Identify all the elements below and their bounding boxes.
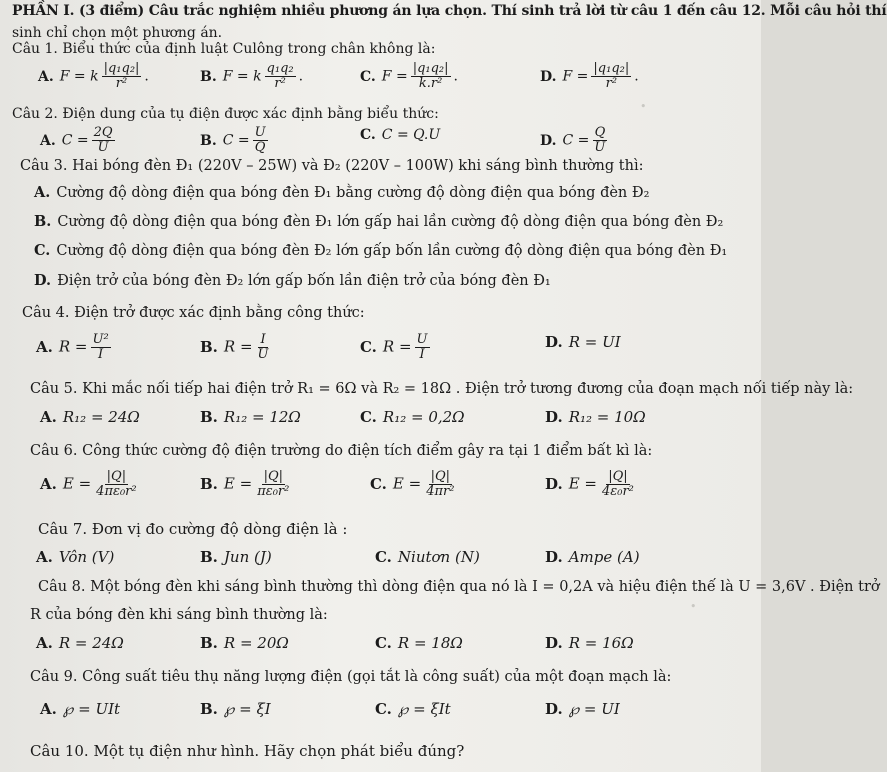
fraction: $\frac{\text{U²}}{I}$ bbox=[92, 332, 109, 362]
q5-option-d: D. R₁₂ = 10Ω bbox=[545, 408, 646, 426]
q8-option-d: D. R = 16Ω bbox=[545, 634, 634, 652]
fraction: $\frac{|Q|}{\text{4πε₀r²}}$ bbox=[96, 469, 137, 499]
q4-option-d: D. R = UI bbox=[545, 333, 621, 351]
q3-stem: Câu 3. Hai bóng đèn Đ₁ (220V – 25W) và Đ₂ (220V – 100W) khi sáng bình thường thì: bbox=[20, 158, 644, 174]
q2-stem: Câu 2. Điện dung của tụ điện được xác định bằng biểu thức: bbox=[12, 106, 439, 122]
q1-option-a: A. F = k $\frac{\text{|q₁q₂|}}{\text{r²}}$ . bbox=[38, 61, 149, 91]
fraction: $\frac{\text{|q₁q₂|}}{\text{r²}}$ bbox=[103, 61, 140, 91]
q7-option-d: D. Ampe (A) bbox=[545, 548, 640, 566]
q7-stem: Câu 7. Đơn vị đo cường độ dòng điện là : bbox=[38, 520, 348, 538]
fraction: $\frac{|Q|}{\text{πε₀r²}}$ bbox=[257, 469, 290, 499]
q6-option-d: D. E = $\frac{|Q|}{\text{4ε₀r²}}$ bbox=[545, 469, 634, 499]
q5-option-a: A. R₁₂ = 24Ω bbox=[40, 408, 140, 426]
section-header-cont: sinh chỉ chọn một phương án. bbox=[12, 25, 223, 41]
fraction: $\frac{I}{U}$ bbox=[257, 332, 269, 362]
fraction: $\frac{\text{q₁q₂}}{\text{r²}}$ bbox=[266, 61, 294, 91]
q2-option-c: C. C = Q.U bbox=[360, 127, 441, 143]
q6-option-c: C. E = $\frac{|Q|}{\text{4πr²}}$ bbox=[370, 469, 455, 499]
q8-option-c: C. R = 18Ω bbox=[375, 634, 463, 652]
q3-option-d: D. Điện trở của bóng đèn Đ₂ lớn gấp bốn lần điện trở của bóng đèn Đ₁ bbox=[34, 272, 551, 289]
q10-stem: Câu 10. Một tụ điện như hình. Hãy chọn phát biểu đúng? bbox=[30, 742, 465, 760]
q4-option-a: A. R = $\frac{\text{U²}}{I}$ bbox=[36, 332, 109, 362]
q1-option-b: B. F = k $\frac{\text{q₁q₂}}{\text{r²}}$ . bbox=[200, 61, 304, 91]
q2-option-a: A. C = $\frac{2Q}{U}$ bbox=[40, 125, 113, 155]
q3-option-c: C. Cường độ dòng điện qua bóng đèn Đ₂ lớn gấp bốn lần cường độ dòng điện qua bóng đèn Đ₁ bbox=[34, 242, 728, 259]
q1-stem: Câu 1. Biểu thức của định luật Culông trong chân không là: bbox=[12, 41, 436, 57]
exam-page: • • PHẦN I. (3 điểm) Câu trắc nghiệm nhiều phương án lựa chọn. Thí sinh trả lời từ câu 1 đến câu 12. Mỗi câu hỏi thí sinh chỉ chọn một phương án. Câu 1. Biểu thức của định luật Culông trong chân không là: A. F = k $\frac{\text{|q₁q₂|}}{\text{r²}}$ . B. F = k $\frac{\text{q₁q₂}}{\text{r²}}$ . C. F = $\frac{\text{|q₁q₂|}}{\text{k.r²}}$ . D. F = $\frac{\text{|q₁q₂|}}{\text{r²}}$ . Câu 2. Điện dung của tụ điện được xác định bằng biểu thức: A. C = $\frac{2Q}{U}$ B. C = $\frac{U}{Q}$ C. C = Q.U D. C = $\frac{Q}{U}$ Câu 3. Hai bóng đèn Đ₁ (220V – 25W) và Đ₂ (220V – 100W) khi sáng bình thường thì: A. Cường độ dòng điện qua bóng đèn Đ₁ bằng cường độ dòng điện qua bóng đèn Đ₂ B. Cường độ dòng điện qua bóng đèn Đ₁ lớn gấp hai lần cường độ dòng điện qua bóng đèn Đ₂ C. Cường độ dòng điện qua bóng đèn Đ₂ lớn gấp bốn lần cường độ dòng điện qua bóng đèn Đ₁ D. Điện trở của bóng đèn Đ₂ lớn gấp bốn lần điện trở của bóng đèn Đ₁ Câu 4. Điện trở được xác định bằng công thức: A. R = $\frac{\text{U²}}{I}$ B. R = $\frac{I}{U}$ C. R = $\frac{U}{I}$ D. R = UI Câu 5. Khi mắc nối tiếp hai điện trở R₁ = 6Ω và R₂ = 18Ω . Điện trở tương đương của đoạn mạch nối tiếp này là: A. R₁₂ = 24Ω B. R₁₂ = 12Ω C. R₁₂ = 0,2Ω D. R₁₂ = 10Ω Câu 6. Công thức cường độ điện trường do điện tích điểm gây ra tại 1 điểm bất kì là: A. E = $\frac{|Q|}{\text{4πε₀r²}}$ B. E = $\frac{|Q|}{\text{πε₀r²}}$ C. E = $\frac{|Q|}{\text{4πr²}}$ D. E = $\frac{|Q|}{\text{4ε₀r²}}$ Câu 7. Đơn vị đo cường độ dòng điện là : A. Vôn (V) B. Jun (J) C. Niutơn (N) D. Ampe (A) Câu 8. Một bóng đèn khi sáng bình thường thì dòng điện qua nó là I = 0,2A và hiệu điện thế là U = 3,6V . Điện trở R của bóng đèn khi sáng bình thường là: A. R = 24Ω B. R = 20Ω C. R = 18Ω D. R = 16Ω Câu 9. Công suất tiêu thụ năng lượng điện (gọi tắt là công suất) của một đoạn mạch là: A. ℘ = UIt B. ℘ = ξI C. ℘ = ξIt D. ℘ = UI Câu 10. Một tụ điện như hình. Hãy chọn phát biểu đúng? bbox=[0, 0, 761, 772]
q3-option-a: A. Cường độ dòng điện qua bóng đèn Đ₁ bằng cường độ dòng điện qua bóng đèn Đ₂ bbox=[34, 184, 650, 201]
q7-option-b: B. Jun (J) bbox=[200, 548, 272, 566]
fraction: $\frac{\text{|q₁q₂|}}{\text{r²}}$ bbox=[593, 61, 630, 91]
fraction: $\frac{U}{I}$ bbox=[416, 332, 428, 362]
q4-option-c: C. R = $\frac{U}{I}$ bbox=[360, 332, 428, 362]
q6-stem: Câu 6. Công thức cường độ điện trường do điện tích điểm gây ra tại 1 điểm bất kì là: bbox=[30, 443, 653, 459]
q9-option-b: B. ℘ = ξI bbox=[200, 700, 271, 718]
q9-option-c: C. ℘ = ξIt bbox=[375, 700, 451, 718]
q7-option-c: C. Niutơn (N) bbox=[375, 548, 480, 566]
q2-option-b: B. C = $\frac{U}{Q}$ bbox=[200, 125, 266, 155]
q9-option-d: D. ℘ = UI bbox=[545, 700, 620, 718]
fraction: $\frac{U}{Q}$ bbox=[254, 125, 266, 155]
section-header: PHẦN I. (3 điểm) Câu trắc nghiệm nhiều phương án lựa chọn. Thí sinh trả lời từ câu 1 đến câu 12. Mỗi câu hỏi thí bbox=[12, 3, 887, 19]
q4-option-b: B. R = $\frac{I}{U}$ bbox=[200, 332, 269, 362]
q8-stem: Câu 8. Một bóng đèn khi sáng bình thường thì dòng điện qua nó là I = 0,2A và hiệu điện thế là U = 3,6V . Điện trở bbox=[38, 579, 880, 595]
q8-stem-cont: R của bóng đèn khi sáng bình thường là: bbox=[30, 607, 328, 623]
q3-option-b: B. Cường độ dòng điện qua bóng đèn Đ₁ lớn gấp hai lần cường độ dòng điện qua bóng đèn Đ₂ bbox=[34, 213, 724, 230]
q8-option-b: B. R = 20Ω bbox=[200, 634, 289, 652]
q5-option-b: B. R₁₂ = 12Ω bbox=[200, 408, 301, 426]
q4-stem: Câu 4. Điện trở được xác định bằng công thức: bbox=[22, 305, 365, 321]
q7-option-a: A. Vôn (V) bbox=[36, 548, 115, 566]
fraction: $\frac{2Q}{U}$ bbox=[93, 125, 113, 155]
fraction: $\frac{\text{|q₁q₂|}}{\text{k.r²}}$ bbox=[412, 61, 449, 91]
fraction: $\frac{Q}{U}$ bbox=[594, 125, 606, 155]
q2-option-d: D. C = $\frac{Q}{U}$ bbox=[540, 125, 606, 155]
q5-stem: Câu 5. Khi mắc nối tiếp hai điện trở R₁ = 6Ω và R₂ = 18Ω . Điện trở tương đương của đoạn mạch nối tiếp này là: bbox=[30, 381, 854, 397]
q1-option-c: C. F = $\frac{\text{|q₁q₂|}}{\text{k.r²}}$ . bbox=[360, 61, 458, 91]
q1-option-d: D. F = $\frac{\text{|q₁q₂|}}{\text{r²}}$ . bbox=[540, 61, 639, 91]
fraction: $\frac{|Q|}{\text{4πr²}}$ bbox=[426, 469, 455, 499]
fraction: $\frac{|Q|}{\text{4ε₀r²}}$ bbox=[602, 469, 634, 499]
q5-option-c: C. R₁₂ = 0,2Ω bbox=[360, 408, 465, 426]
q8-option-a: A. R = 24Ω bbox=[36, 634, 124, 652]
q6-option-b: B. E = $\frac{|Q|}{\text{πε₀r²}}$ bbox=[200, 469, 290, 499]
q9-stem: Câu 9. Công suất tiêu thụ năng lượng điện (gọi tắt là công suất) của một đoạn mạch là: bbox=[30, 669, 672, 685]
q6-option-a: A. E = $\frac{|Q|}{\text{4πε₀r²}}$ bbox=[40, 469, 137, 499]
q9-option-a: A. ℘ = UIt bbox=[40, 700, 121, 718]
